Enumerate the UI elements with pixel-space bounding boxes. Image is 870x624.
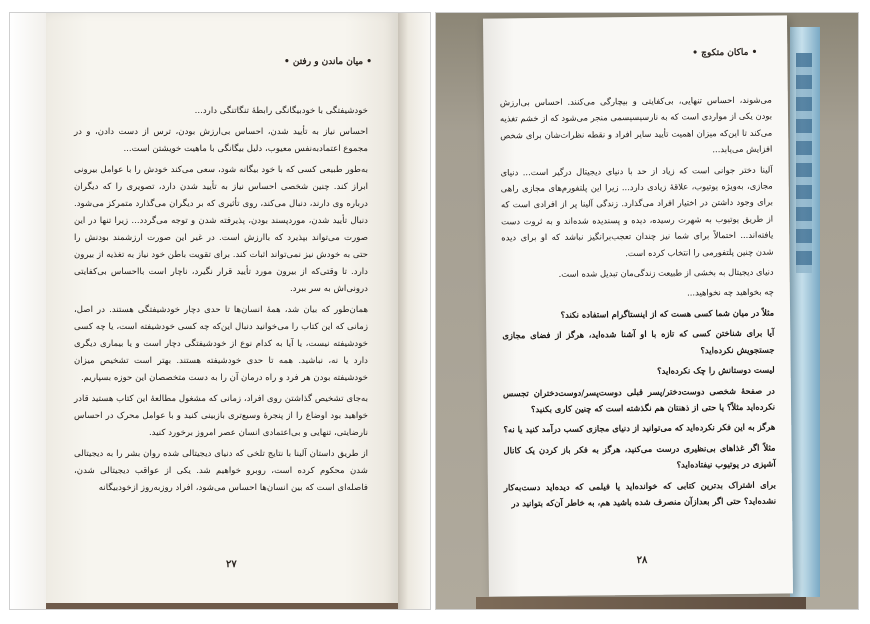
running-header: • میان ماندن و رفتن • (283, 57, 372, 67)
running-header: • ماکان متکوچ • (692, 47, 758, 59)
paragraph: خودشیفتگی با خودبیگانگی رابطۀ تنگاتنگی دارد... (194, 106, 368, 116)
page-gutter (10, 13, 46, 610)
paragraph: می‌شوند، احساس تنهایی، بی‌کفایتی و بیچارگی می‌کنند. احساس بی‌ارزش بودن یکی از مواردی است که به نارسیسیسمی منجر می‌شود که از خشم تغذیه می‌کند تا این‌که میزان اهمیت تأیید سایر افراد و نقطه نظرات‌شان برای شخص افزایش می‌یابد... (499, 94, 773, 155)
paragraph: چه بخواهید چه نخواهید... (687, 287, 774, 298)
paragraph: دنیای دیجیتال به بخشی از طبیعت زندگی‌مان تبدیل شده است. (558, 266, 774, 279)
paragraph: همان‌طور که بیان شد، همۀ انسان‌ها تا حدی دچار خودشیفتگی هستند. در اصل، زمانی که این کتاب را می‌خوانید دنبال این‌که چه کسی خودشیفته است، یا چه کسی خودشیفته نیست، یا آیا به کدام نوع از خودشیفتگی دچار است و یا بیماری دیگری دارد یا نه، نباشید. همه تا حدی خودشیفته هستند. بهتر است تشخیص میزان خودشیفته بودن هر فرد و راه درمان آن را به دست متخصصان این حوزه بسپاریم. (74, 305, 368, 383)
paragraph: لیست دوستانش را چک نکرده‌اید؟ (657, 364, 775, 376)
page-edge (398, 13, 431, 610)
paragraph: آیا برای شناختن کسی که تازه با او آشنا شده‌اید، هرگز از فضای مجازی جستجویش نکرده‌اید؟ (502, 327, 775, 356)
paragraph: احساس نیاز به تأیید شدن، احساس بی‌ارزش بودن، ترس از دست دادن، و در مجموع اعتمادبه‌نفس معیوب، دلیل بیگانگی با ماهیت خویشتن است... (74, 127, 368, 154)
book-page-right (483, 15, 793, 596)
page-number: ۲۸ (636, 554, 648, 567)
book-page-left (46, 13, 398, 610)
paragraph: از طریق داستان آلینا با نتایج تلخی که دنیای دیجیتالی شده روان بشر را به دیجیتالی شدن محکوم کرده است، روبرو خواهیم شد. یکی از عواقب دیجیتالی شدن، فاصله‌ای است که بین انسان‌ها احساس می‌شود، افراد روزبه‌روز از‌خودبیگانه (74, 449, 368, 493)
paragraph: در صفحۀ شخصی دوست‌دختر/پسر قبلی دوست‌پسر/دوست‌دختران تجسس نکرده‌اید مثلاً؟ یا حتی از ذهنتان هم نگذشته است که چنین کاری بکنید؟ (502, 385, 776, 415)
paragraph: به‌طور طبیعی کسی که با خود بیگانه شود، سعی می‌کند خودش را با عوامل بیرونی ابراز کند. چنین شخصی احساس نیاز به تأیید شدن دارد، تصویری را که دیگران درباره وی دارند، دنبال می‌کند، روی تأثیری که بر دیگران می‌گذارد متمرکز می‌شود. دنبال تأیید شدن، موردپسند بودن، پذیرفته شدن و توجه می‌گردد... زیرا تنها در این صورت می‌تواند بپذیرد که باارزش است. در غیر این صورت ارزشمند بودنش را حتی به خودش نیز نمی‌تواند اثبات کند. برای تقویت باطن خود نیاز به تغذیه از بیرون دارد. تا وقتی‌که از بیرون مورد تأیید قرار نگیرد، ناچار است بااحساس بی‌کفایتی درونی‌اش به سر ببرد. (74, 165, 368, 294)
paragraph: به‌جای تشخیص گذاشتن روی افراد، زمانی که مشغول مطالعۀ این کتاب هستید قادر خواهید بود اوضاع را از پنجرۀ وسیع‌تری بازبینی کنید و با عوامل محرک در احساس نارضایتی، تنهایی و بی‌اعتمادی انسان عصر امروز برخورد کنید. (74, 394, 368, 438)
table-surface (46, 603, 398, 610)
photo-left (9, 12, 431, 610)
paragraph: مثلاً در میان شما کسی هست که از اینستاگرام استفاده نکند؟ (560, 307, 775, 320)
book-cover-lettering (796, 53, 812, 273)
paragraph: مثلاً اگر غذاهای بی‌نظیری درست می‌کنید، هرگز به فکر باز کردن یک کانال آشپزی در یوتیوب نیفتاده‌اید؟ (503, 442, 776, 470)
paragraph: هرگز به این فکر نکرده‌اید که می‌توانید از دنیای مجازی کسب درآمد کنید یا نه؟ (503, 421, 776, 435)
paragraph: آلینا دختر جوانی است که زیاد از حد با دنیای دیجیتال درگیر است... دنیای مجازی، به‌ویژه یوتیوب، علاقۀ زیادی دارد... زیرا این پلتفورم‌های مجازی راهی برای وجود داشتن در اختیار افراد می‌گذارد. زندگی آلینا پر از افرادی است که از طریق یوتیوب به شهرت رسیده، دیده و پسندیده شده‌اند و به ثروت دست یافته‌اند... احتمالاً برای شما نیز چندان تعجب‌برانگیز نباشد که او برای دیده شدن چنین پلتفورمی را انتخاب کرده است. (500, 164, 774, 258)
table-surface (476, 597, 806, 610)
page-number: ۲۷ (226, 559, 237, 570)
paragraph: برای اشتراک بدترین کتابی که خوانده‌اید یا فیلمی که دیده‌اید دست‌به‌کار نشده‌اید؟ حتی اگر بعدازآن منصرف شده باشید هم، به خاطر آن‌که بتوانید در (503, 479, 777, 509)
photo-right (435, 12, 859, 610)
page-body (74, 103, 368, 501)
page-body (500, 92, 776, 516)
